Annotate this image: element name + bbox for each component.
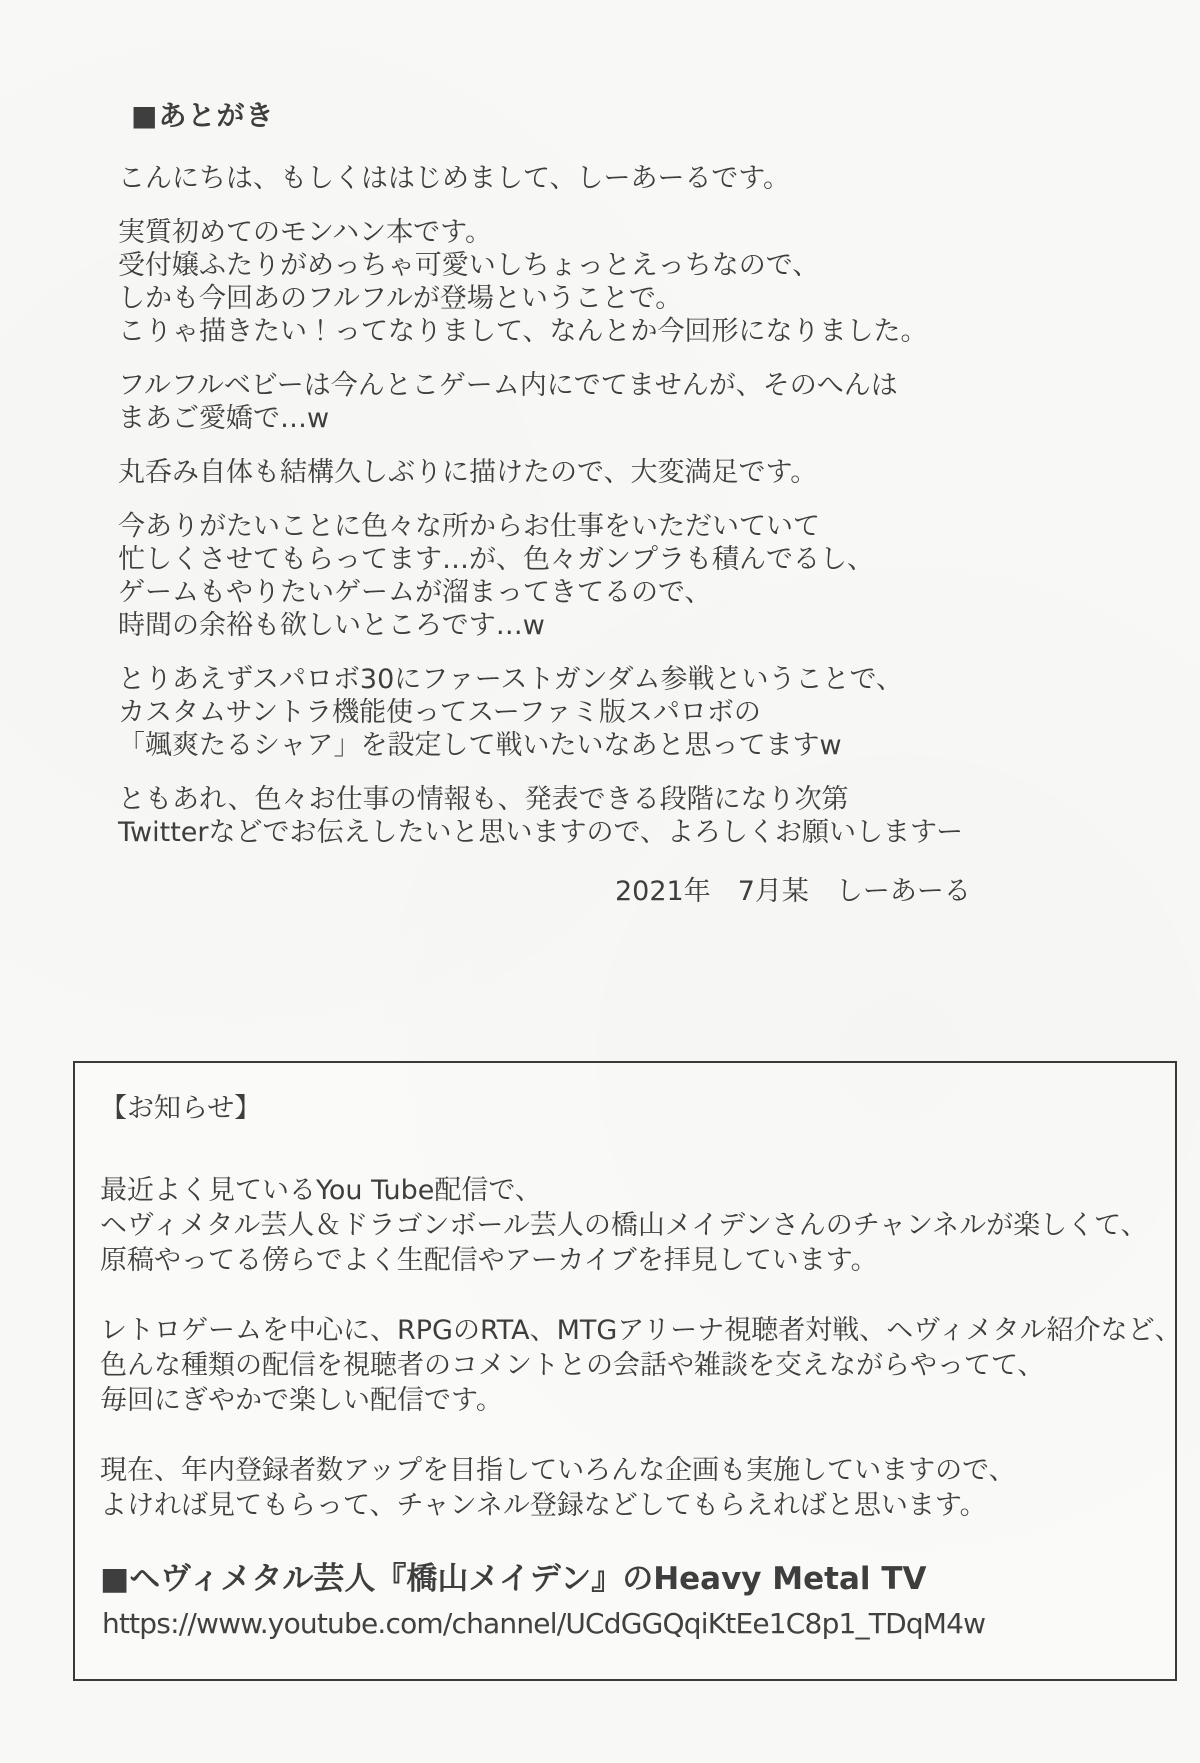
text-line: 今ありがたいことに色々な所からお仕事をいただいていて <box>118 511 820 542</box>
text-line: Twitterなどでお伝えしたいと思いますので、よろしくお願いしますー <box>118 817 964 848</box>
text-line: しかも今回あのフルフルが登場ということで。 <box>118 283 683 314</box>
text-line: 丸呑み自体も結構久しぶりに描けたので、大変満足です。 <box>118 457 818 488</box>
paragraph <box>118 783 1140 849</box>
text-line: フルフルベビーは今んとこゲーム内にでてませんが、そのへんは <box>118 370 898 401</box>
text-line: こんにちは、もしくははじめまして、しーあーるです。 <box>118 163 791 194</box>
paragraph <box>118 162 1140 195</box>
text-line: 実質初めてのモンハン本です。 <box>118 217 492 248</box>
text-line: 受付嬢ふたりがめっちゃ可愛いしちょっとえっちなので、 <box>118 250 820 281</box>
text-line: 忙しくさせてもらってます…が、色々ガンプラも積んでるし、 <box>118 544 874 575</box>
channel-heading: ■ヘヴィメタル芸人『橋山メイデン』のHeavy Metal TV <box>100 1561 927 1597</box>
notice-paragraph <box>100 1173 1155 1278</box>
afterword-heading: ■あとがき <box>131 99 275 132</box>
text-line: ゲームもやりたいゲームが溜まってきてるので、 <box>118 577 712 608</box>
paragraph <box>118 510 1140 642</box>
notice-paragraph <box>100 1313 1182 1418</box>
notice-paragraph <box>100 1453 1155 1523</box>
text-line: よければ見てもらって、チャンネル登録などしてもらえればと思います。 <box>100 1490 987 1521</box>
paragraph <box>118 216 1140 348</box>
text-line: こりゃ描きたい！ってなりまして、なんとか今回形になりました。 <box>118 316 928 347</box>
text-line: 原稿やってる傍らでよく生配信やアーカイブを拝見しています。 <box>100 1245 878 1276</box>
paragraph <box>118 663 1140 762</box>
notice-heading: 【お知らせ】 <box>100 1093 262 1124</box>
text-line: 毎回にぎやかで楽しい配信です。 <box>100 1385 503 1416</box>
text-line: 現在、年内登録者数アップを目指していろんな企画も実施していますので、 <box>100 1455 1016 1486</box>
channel-url: https://www.youtube.com/channel/UCdGGQqiKtEe1C8p1_TDqM4w <box>102 1607 986 1640</box>
text-line: ともあれ、色々お仕事の情報も、発表できる段階になり次第 <box>118 784 849 815</box>
text-line: ヘヴィメタル芸人＆ドラゴンボール芸人の橋山メイデンさんのチャンネルが楽しくて、 <box>100 1210 1148 1241</box>
text-line: レトロゲームを中心に、RPGのRTA、MTGアリーナ視聴者対戦、ヘヴィメタル紹介など、 <box>100 1315 1182 1346</box>
text-line: まあご愛嬌で…w <box>118 403 330 434</box>
text-line: カスタムサントラ機能使ってスーファミ版スパロボの <box>118 697 761 728</box>
text-line: 時間の余裕も欲しいところです…w <box>118 610 545 641</box>
date-signature-line: 2021年 7月某 しーあーる <box>615 876 971 907</box>
text-line: とりあえずスパロボ30にファーストガンダム参戦ということで、 <box>118 664 903 695</box>
notice-box <box>73 1061 1182 1681</box>
paragraph <box>118 456 1140 489</box>
text-line: 「颯爽たるシャア」を設定して戦いたいなあと思ってますw <box>118 730 842 761</box>
text-line: 色んな種類の配信を視聴者のコメントとの会話や雑談を交えながらやってて、 <box>100 1350 1045 1381</box>
paragraph <box>118 369 1140 435</box>
text-line: 最近よく見ているYou Tube配信で、 <box>100 1175 542 1206</box>
